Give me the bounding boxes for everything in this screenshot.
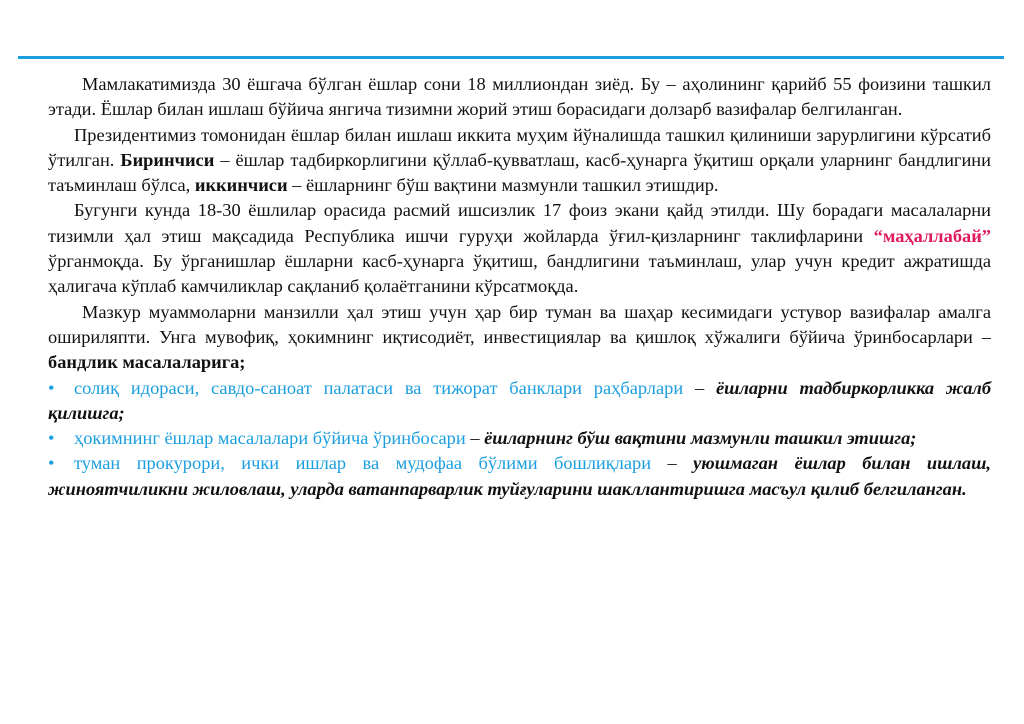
bullet-3-responsible: туман прокурори, ички ишлар ва мудофаа бўлими бошлиқлари bbox=[74, 453, 652, 474]
bullet-2-responsible: ҳокимнинг ёшлар масалалари бўйича ўринбосари bbox=[74, 428, 466, 449]
paragraph-4 bbox=[48, 300, 991, 376]
paragraph-2-text-c: – ёшлар тадбиркорлигини қўллаб-қувватлаш, касб-ҳунарга ўқитиш орқали уларнинг бандлигини таъминлаш бўлса, bbox=[48, 149, 991, 196]
paragraph-1 bbox=[48, 72, 991, 123]
paragraph-2-first-keyword: Биринчиси bbox=[120, 149, 215, 170]
bullet-item-1 bbox=[48, 376, 991, 427]
bullet-marker: • bbox=[48, 377, 55, 398]
paragraph-3-highlight: “маҳаллабай” bbox=[873, 225, 991, 246]
bullet-3-dash: – bbox=[651, 453, 694, 474]
paragraph-4-keyword: бандлик масалаларига; bbox=[48, 352, 246, 373]
bullet-marker: • bbox=[48, 453, 55, 474]
paragraph-2-text-e: – ёшларнинг бўш вақтини мазмунли ташкил этишдир. bbox=[287, 175, 719, 196]
bullet-item-3 bbox=[48, 451, 991, 502]
paragraph-1-text: Мамлакатимизда 30 ёшгача бўлган ёшлар сони 18 миллиондан зиёд. Бу – аҳолининг қарийб 55 фоизини ташкил этади. Ёшлар билан ишлаш бўйича янгича тизимни жорий этиш борасидаги долзарб вазифалар белгиланган. bbox=[48, 74, 991, 120]
bullet-1-dash: – bbox=[683, 377, 716, 398]
paragraph-2 bbox=[48, 123, 991, 199]
paragraph-3-text-c: ўрганмоқда. Бу ўрганишлар ёшларни касб-ҳунарга ўқитиш, бандлигини таъминлаш, улар учун кредит ажратишда ҳалигача кўплаб камчиликлар сақланиб қолаётганини кўрсатмоқда. bbox=[48, 251, 991, 297]
bullet-3-task: уюшмаган ёшлар билан ишлаш, жиноятчиликни жиловлаш, уларда ватанпарварлик туйғуларини шакллантиришга масъул қилиб белгиланган. bbox=[48, 453, 991, 499]
paragraph-2-second-keyword: иккинчиси bbox=[194, 175, 288, 196]
bullet-2-dash: – bbox=[465, 428, 485, 449]
paragraph-3-text-a: Бугунги кунда 18-30 ёшлилар орасида расмий ишсизлик 17 фоиз экани қайд этилди. Шу борадаги масалаларни тизимли ҳал этиш мақсадида Республика ишчи гуруҳи жойларда ўғил-қизларнинг таклифларини bbox=[48, 200, 991, 246]
top-divider-line bbox=[18, 56, 1004, 59]
paragraph-2-text-a: Президентимиз томонидан ёшлар билан ишлаш иккита муҳим йўналишда ташкил қилиниши зарурлигини кўрсатиб ўтилган. bbox=[48, 124, 991, 170]
bullet-2-task: ёшларнинг бўш вақтини мазмунли ташкил этишга; bbox=[484, 428, 917, 449]
bullet-marker: • bbox=[48, 428, 55, 449]
paragraph-4-text-a: Мазкур муаммоларни манзилли ҳал этиш учун ҳар бир туман ва шаҳар кесимидаги устувор вазифалар амалга ошириляпти. Унга мувофиқ, ҳокимнинг иқтисодиёт, инвестициялар ва қишлоқ хўжалиги бўйича ўринбосарлари – bbox=[48, 301, 991, 347]
paragraph-3 bbox=[48, 198, 991, 299]
bullet-item-2 bbox=[48, 426, 991, 451]
document-body bbox=[48, 72, 991, 502]
bullet-1-task: ёшларни тадбиркорликка жалб қилишга; bbox=[48, 377, 992, 423]
bullet-1-responsible: солиқ идораси, савдо-саноат палатаси ва тижорат банклари раҳбарлари bbox=[74, 377, 684, 398]
